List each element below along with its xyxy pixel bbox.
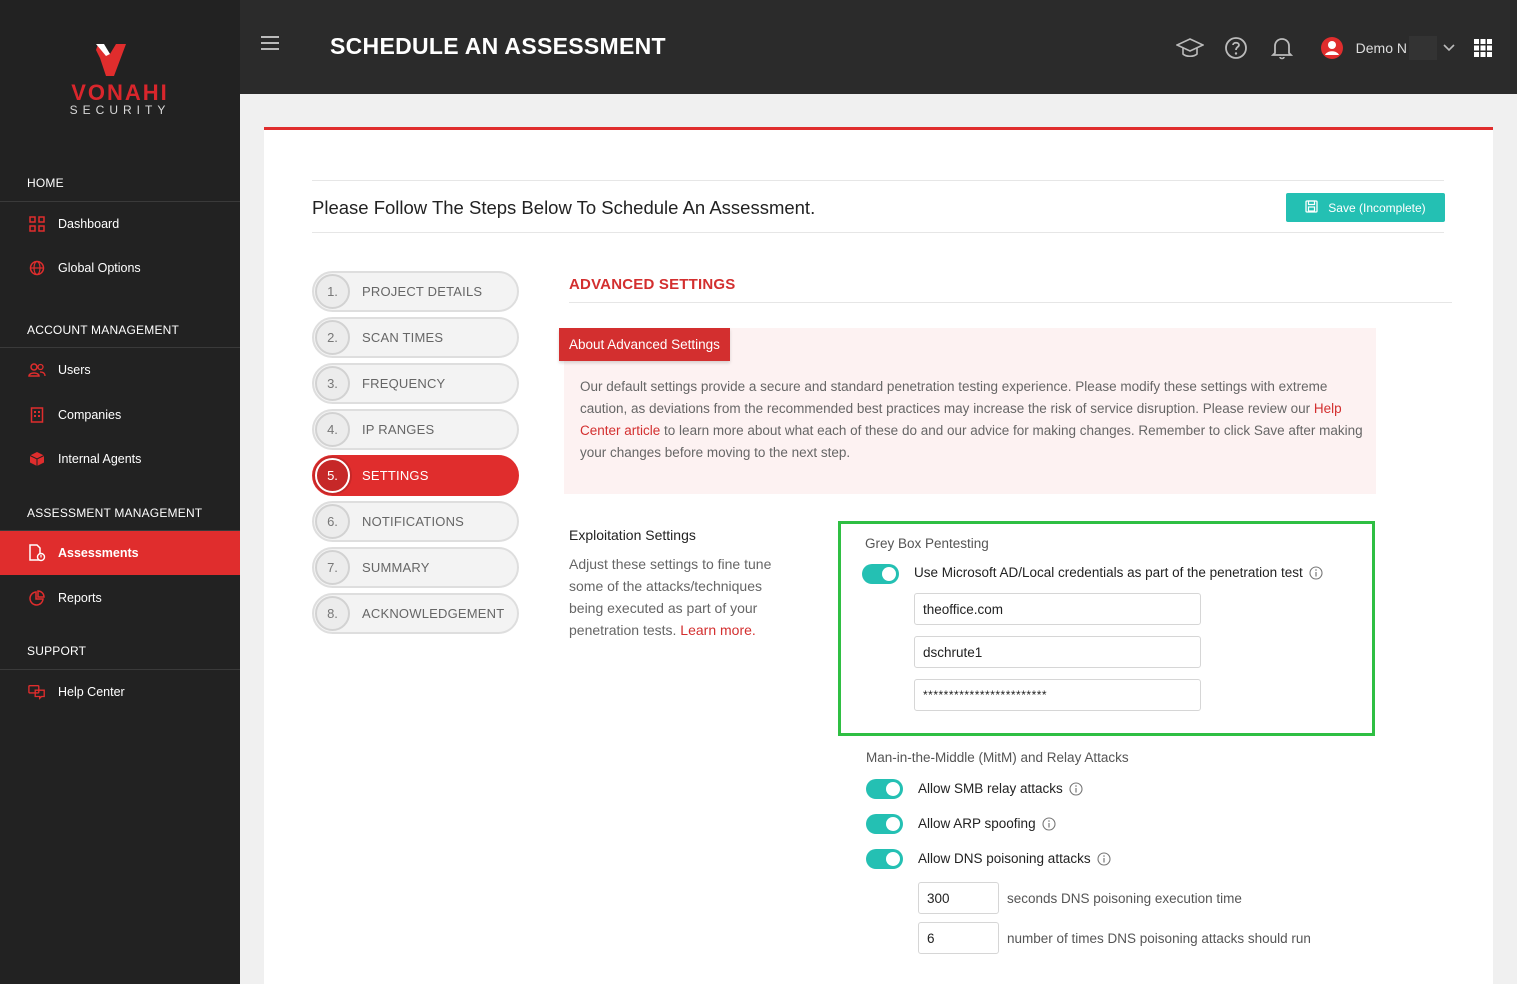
menu-icon[interactable] [261, 36, 279, 52]
help-icon[interactable] [1222, 34, 1250, 62]
password-field[interactable] [914, 679, 1201, 711]
step-number: 1. [315, 274, 350, 309]
sidebar-item-help-center[interactable] [0, 670, 240, 714]
logo-text: VONAHI [71, 80, 169, 105]
credentials-label-text: Use Microsoft AD/Local credentials as part of the penetration test [914, 565, 1303, 580]
logo-mark-icon [60, 40, 180, 80]
step-summary[interactable] [312, 547, 519, 588]
step-ip-ranges[interactable] [312, 409, 519, 450]
cube-icon [28, 450, 46, 468]
vonahi-logo[interactable] [60, 40, 180, 120]
learn-more-link[interactable]: Learn more. [680, 622, 756, 638]
arp-spoofing-toggle[interactable] [866, 814, 903, 834]
credentials-toggle[interactable] [862, 564, 899, 584]
divider [312, 180, 1444, 181]
dns-count-label: number of times DNS poisoning attacks should run [1007, 931, 1311, 946]
pie-chart-icon [28, 589, 46, 607]
save-button-label: Save (Incomplete) [1328, 200, 1426, 215]
dns-poisoning-toggle[interactable] [866, 849, 903, 869]
step-label: ACKNOWLEDGEMENT [362, 606, 505, 621]
top-actions [1158, 34, 1497, 62]
sidebar-item-label: Dashboard [58, 217, 120, 231]
about-text [580, 376, 1370, 464]
intro-heading: Please Follow The Steps Below To Schedule An Assessment. [312, 197, 816, 218]
dns-time-field[interactable] [918, 882, 999, 914]
divider [569, 302, 1452, 303]
globe-icon [28, 259, 46, 277]
user-name-mask [1409, 36, 1437, 60]
users-icon [28, 361, 46, 379]
step-frequency[interactable] [312, 363, 519, 404]
about-tag: About Advanced Settings [559, 328, 730, 361]
arp-spoofing-text: Allow ARP spoofing [918, 816, 1036, 831]
smb-relay-label [918, 781, 1083, 796]
sidebar-item-label: Internal Agents [58, 452, 142, 466]
schedule-card [264, 127, 1493, 984]
sidebar-item-users[interactable] [0, 348, 240, 392]
step-label: FREQUENCY [362, 376, 446, 391]
step-label: SETTINGS [362, 468, 429, 483]
section-account-management: ACCOUNT MANAGEMENT [27, 323, 180, 337]
page-title: SCHEDULE AN ASSESSMENT [330, 33, 666, 59]
sidebar-item-label: Reports [58, 591, 102, 605]
smb-relay-toggle[interactable] [866, 779, 903, 799]
section-home: HOME [27, 176, 64, 190]
step-label: IP RANGES [362, 422, 435, 437]
top-bar [240, 0, 1517, 94]
divider [312, 232, 1444, 233]
chevron-down-icon[interactable] [1443, 44, 1455, 52]
sidebar-item-label: Users [58, 363, 91, 377]
sidebar-item-reports[interactable] [0, 576, 240, 620]
smb-relay-text: Allow SMB relay attacks [918, 781, 1063, 796]
assessment-icon [28, 544, 46, 562]
exploitation-description: Adjust these settings to fine tune some of the attacks/techniques being executed as part of your penetration tests. [569, 556, 772, 638]
apps-grid-icon[interactable] [1469, 34, 1497, 62]
about-text-part: to learn more about what each of these do and our advice for making changes. Remember to click Save after making your changes before moving to the next step. [580, 423, 1363, 460]
step-label: NOTIFICATIONS [362, 514, 465, 529]
info-icon[interactable] [1097, 852, 1111, 866]
sidebar [0, 0, 240, 984]
mitm-title: Man-in-the-Middle (MitM) and Relay Attacks [866, 750, 1129, 765]
sidebar-item-label: Assessments [58, 546, 139, 560]
grey-box-title: Grey Box Pentesting [865, 536, 989, 551]
step-number: 4. [315, 412, 350, 447]
sidebar-item-companies[interactable] [0, 393, 240, 437]
step-acknowledgement[interactable] [312, 593, 519, 634]
help-center-link[interactable]: Help Center article [580, 401, 1342, 438]
avatar[interactable] [1318, 34, 1346, 62]
dns-poisoning-text: Allow DNS poisoning attacks [918, 851, 1091, 866]
info-icon[interactable] [1309, 566, 1323, 580]
dns-count-field[interactable] [918, 922, 999, 954]
exploitation-text [569, 553, 789, 641]
sidebar-item-label: Global Options [58, 261, 141, 275]
step-scan-times[interactable] [312, 317, 519, 358]
step-number: 6. [315, 504, 350, 539]
graduation-cap-icon[interactable] [1176, 34, 1204, 62]
save-button[interactable] [1286, 193, 1445, 222]
dns-poisoning-label [918, 851, 1111, 866]
sidebar-item-global-options[interactable] [0, 246, 240, 290]
sidebar-item-label: Help Center [58, 685, 125, 699]
step-project-details[interactable] [312, 271, 519, 312]
domain-field[interactable] [914, 593, 1201, 625]
info-icon[interactable] [1069, 782, 1083, 796]
info-icon[interactable] [1042, 817, 1056, 831]
about-text-part: Our default settings provide a secure and standard penetration testing experience. Please modify these settings with extreme caution, as deviations from the recommended best practices may increase the risk of service disruption. Please review our [580, 379, 1328, 416]
dashboard-icon [28, 215, 46, 233]
chat-icon [28, 683, 46, 701]
save-icon [1305, 200, 1318, 216]
sidebar-item-label: Companies [58, 408, 122, 422]
step-label: SCAN TIMES [362, 330, 444, 345]
step-notifications[interactable] [312, 501, 519, 542]
step-number: 3. [315, 366, 350, 401]
step-number: 8. [315, 596, 350, 631]
sidebar-item-assessments[interactable] [0, 531, 240, 575]
username-field[interactable] [914, 636, 1201, 668]
sidebar-item-dashboard[interactable] [0, 202, 240, 246]
credentials-label [914, 565, 1323, 580]
step-settings[interactable] [312, 455, 519, 496]
dns-time-label: seconds DNS poisoning execution time [1007, 891, 1242, 906]
advanced-settings-title: ADVANCED SETTINGS [569, 276, 736, 293]
section-assessment-management: ASSESSMENT MANAGEMENT [27, 506, 203, 520]
logo-subtext: SECURITY [69, 103, 171, 117]
section-support: SUPPORT [27, 644, 87, 658]
user-name[interactable]: Demo N [1355, 40, 1407, 56]
step-number: 5. [315, 458, 350, 493]
exploitation-title: Exploitation Settings [569, 527, 696, 543]
building-icon [28, 406, 46, 424]
sidebar-item-internal-agents[interactable] [0, 437, 240, 481]
grey-box-panel [838, 521, 1375, 736]
arp-spoofing-label [918, 816, 1056, 831]
step-number: 7. [315, 550, 350, 585]
step-label: SUMMARY [362, 560, 430, 575]
step-label: PROJECT DETAILS [362, 284, 483, 299]
bell-icon[interactable] [1268, 34, 1296, 62]
step-number: 2. [315, 320, 350, 355]
